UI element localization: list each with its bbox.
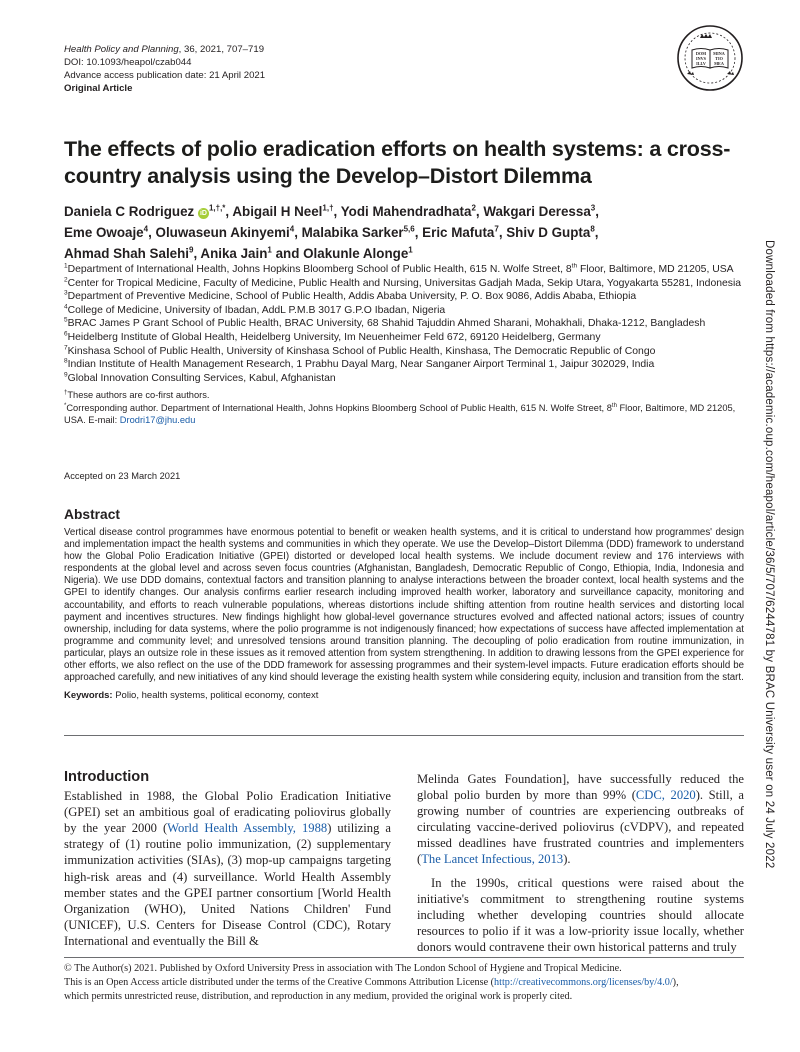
author-affiliation-marker: 9 — [189, 245, 194, 255]
affiliation — [64, 317, 754, 331]
author-affiliation-marker: 1 — [408, 245, 413, 255]
author-affiliation-marker: 1,†,* — [208, 203, 226, 213]
affiliation-number: 2 — [64, 276, 68, 284]
affiliation — [64, 290, 754, 304]
keywords-label: Keywords: — [64, 690, 113, 702]
affiliation-number: 8 — [64, 357, 68, 365]
author-name[interactable]: , Abigail H Neel — [225, 204, 323, 219]
body-text: Melinda Gates Foundation], have successfully reduced the global polio burden by more than 99% ( — [417, 772, 744, 803]
author-separator: , — [595, 204, 599, 219]
note-text: Corresponding author. Department of International Health, Johns Hopkins Bloomberg School of Public Health, 615 N. Wolfe Street, 8 — [66, 402, 612, 413]
affiliation-text: Global Innovation Consulting Services, Kabul, Afghanistan — [67, 372, 336, 384]
affiliation-number: 5 — [64, 316, 68, 324]
introduction-heading: Introduction — [64, 769, 150, 785]
author-name[interactable]: Ahmad Shah Salehi — [64, 246, 190, 261]
co-first-note — [64, 389, 754, 401]
copyright-line: © The Author(s) 2021. Published by Oxford University Press in association with The London School of Hygiene and Tropical Medicine. — [64, 963, 622, 974]
doi[interactable]: DOI: 10.1093/heapol/czab044 — [64, 57, 192, 68]
note-marker: † — [64, 390, 68, 397]
abstract-divider — [64, 735, 744, 736]
affiliation — [64, 304, 754, 318]
corresponding-author-note — [64, 402, 754, 427]
author-affiliation-marker: 1 — [267, 245, 272, 255]
reuse-line: which permits unrestricted reuse, distribution, and reproduction in any medium, provided the original work is properly cited. — [64, 991, 573, 1002]
affiliation-number: 7 — [64, 344, 68, 352]
journal-header — [64, 43, 265, 95]
body-text: Established in 1988, the Global Polio Eradication Initiative (GPEI) set an ambitious goal of eradicating poliovirus globally by the year 2000 ( — [64, 789, 391, 836]
footer-divider — [64, 957, 744, 958]
author-name[interactable]: , Yodi Mahendradhata — [333, 204, 472, 219]
author-affiliation-marker: 4 — [289, 224, 295, 234]
author-notes — [64, 389, 754, 426]
affiliation — [64, 358, 754, 372]
abstract-heading: Abstract — [64, 507, 120, 522]
seal-motto-word: TIO — [715, 56, 723, 61]
author-list — [64, 201, 744, 264]
citation-link[interactable]: World Health Assembly, 1988 — [167, 821, 328, 836]
seal-motto-word: DOM — [695, 51, 707, 56]
affiliation-text: Department of Preventive Medicine, School of Public Health, Addis Ababa University, P. O. Box 9086, Addis Ababa, Ethiopia — [67, 291, 637, 303]
author-affiliation-marker: 5,6 — [403, 224, 415, 234]
author-name[interactable]: , Oluwaseun Akinyemi — [148, 225, 290, 240]
ordinal-suffix: th — [611, 402, 617, 409]
affiliation-text: Heidelberg Institute of Global Health, Heidelberg University, Im Neuenheimer Feld 672, 69120 Heidelberg, Germany — [67, 331, 601, 343]
seal-motto-word: ILLV — [696, 61, 706, 66]
body-paragraph — [64, 788, 391, 949]
author-affiliation-marker: 4 — [143, 224, 149, 234]
affiliation-number: 3 — [64, 289, 68, 297]
seal-motto-word: INVS — [695, 56, 707, 61]
body-text: ). Still, a growing number of countries are experiencing outbreaks of circulating vaccine-derived poliovirus (cVDPV), and repeated missed deadlines have frustrated countries and implementers ( — [417, 788, 744, 867]
author-line — [64, 243, 744, 264]
accepted-date: Accepted on 23 March 2021 — [64, 471, 181, 481]
abstract-text: Vertical disease control programmes have enormous potential to benefit or weaken health systems, and it is critical to understand how programmes' design and implementation impact the health systems and communities in which they operate. We use the Develop–Distort Dilemma (DDD) framework to understand how the Global Polio Eradication Initiative (GPEI) distorted or developed local health systems. We include document review and 176 interviews with respondents at the global level and across seven focus countries (Afghanistan, Bangladesh, Democratic Republic of Congo, Ethiopia, India, Indonesia and Nigeria). We use DDD domains, contextual factors and transition planning to analyse interactions between the broader context, local health systems and the GPEI to identify changes. Our analysis confirms earlier research including improved health worker, laboratory and surveillance capacity, monitoring and accountability, and efforts to reach vulnerable populations, whereas distortions include shifting attention from routine health services and distorting local payment and incentives structures. New findings highlight how global-level governance structures evolved and affected national actors; issues of country ownership, including for data systems, where the polio programme is not indigenously financed; how expectations of success have affected implementation at programme and community level; and unresolved tensions around transition planning. The decoupling of polio eradication from routine immunization, in particular, plays an outsize role in these issues as it removed attention from system strengthening. In addition to drawing lessons from the GPEI experience for other efforts, we also reflect on the use of the DDD framework for assessing programmes and their system-level impacts. Future eradication efforts should be approached carefully, and new initiatives of any kind should leverage the existing health system while considering equity, inclusion and transition from the start. — [64, 527, 744, 684]
body-text: ). — [563, 852, 571, 867]
author-name[interactable]: , Shiv D Gupta — [498, 225, 591, 240]
author-name[interactable]: , Anika Jain — [193, 246, 268, 261]
affiliation-number: 1 — [64, 262, 68, 270]
affiliation-text: College of Medicine, University of Ibadan, AddL P.M.B 3017 G.P.O Ibadan, Nigeria — [67, 304, 446, 316]
body-paragraph: In the 1990s, critical questions were raised about the initiative's commitment to strengthening routine systems including whether developing countries should allocate resources to polio if it was a low-priority issue locally, whether donors would contravene their own historical patterns and truly — [417, 875, 744, 954]
affiliation-text: Kinshasa School of Public Health, University of Kinshasa School of Public Health, Kinshasa, The Democratic Republic of Congo — [67, 345, 656, 357]
article-type: Original Article — [64, 83, 133, 94]
author-affiliation-marker: 8 — [590, 224, 595, 234]
email-link[interactable]: Drodri17@jhu.edu — [119, 414, 196, 425]
copyright-footer — [64, 962, 754, 1004]
seal-motto-word: MINA — [713, 51, 725, 56]
author-name[interactable]: Eme Owoaje — [64, 225, 144, 240]
affiliation-number: 6 — [64, 330, 68, 338]
citation-link[interactable]: CDC, 2020 — [635, 788, 696, 803]
author-affiliation-marker: 7 — [494, 224, 499, 234]
license-line — [64, 976, 754, 990]
affiliation-number: 4 — [64, 303, 68, 311]
advance-access-date: Advance access publication date: 21 April 2021 — [64, 70, 266, 81]
orcid-icon[interactable]: iD — [199, 210, 207, 217]
note-text: Floor, Baltimore, MD 21205, USA. E-mail: — [64, 402, 736, 425]
body-text: ) utilizing a strategy of (1) routine polio immunization, (2) supplementary immunization activities (SIAs), (3) mop-up campaigns targeting high-risk areas and (4) surveillance. World Health Assembly member states and the GPEI partner consortium [World Health Organization (WHO), United Nations Children' Fund (UNICEF), U.S. Centers for Disease Control (CDC), Rotary International and eventually the Bill & — [64, 821, 392, 948]
author-name[interactable]: , Eric Mafuta — [414, 225, 495, 240]
affiliation-text: Indian Institute of Health Management Research, 1 Prabhu Dayal Marg, Near Sanganer Airport Terminal 1, Jaipur 302029, India — [67, 359, 655, 371]
affiliation-text: BRAC James P Grant School of Public Health, BRAC University, 68 Shahid Tajuddin Ahmed Sharani, Mohakhali, Dhaka-1212, Bangladesh — [67, 318, 706, 330]
affiliation-text: Center for Tropical Medicine, Faculty of Medicine, Public Health and Nursing, Universitas Gadjah Mada, Sekip Utara, Yogyakarta 55281, Indonesia — [67, 277, 742, 289]
author-name[interactable]: Daniela C Rodriguez — [64, 204, 195, 219]
affiliation-text: Department of International Health, Johns Hopkins Bloomberg School of Public Health, 615 N. Wolfe Street, 8 — [67, 264, 572, 275]
license-link[interactable]: http://creativecommons.org/licenses/by/4.0/ — [494, 977, 673, 988]
abstract-section — [64, 507, 744, 701]
affiliation — [64, 263, 754, 277]
affiliation — [64, 277, 754, 291]
keywords-list: Polio, health systems, political economy, context — [112, 690, 319, 702]
article-title: The effects of polio eradication efforts on health systems: a cross-country analysis using the Develop–Distort Dilemma — [64, 137, 731, 188]
body-column-left — [64, 769, 391, 949]
affiliation-number: 9 — [64, 371, 68, 379]
author-line — [64, 222, 744, 243]
author-line — [64, 201, 744, 222]
author-affiliation-marker: 3 — [590, 203, 596, 213]
body-paragraph — [417, 771, 744, 868]
affiliation — [64, 372, 754, 386]
oxford-university-press-seal-icon — [676, 24, 744, 92]
author-name[interactable]: , Wakgari Deressa — [475, 204, 591, 219]
author-name[interactable]: , Malabika Sarker — [294, 225, 404, 240]
journal-name: Health Policy and Planning — [64, 44, 179, 55]
seal-motto-word: MEA — [714, 61, 724, 66]
affiliations — [64, 263, 754, 426]
body-column-right — [417, 771, 744, 955]
ordinal-suffix: th — [571, 262, 578, 270]
note-text: These authors are co-first authors. — [67, 390, 210, 401]
volume-info: , 36, 2021, 707–719 — [178, 44, 265, 55]
license-text: This is an Open Access article distributed under the terms of the Creative Commons Attribution License ( — [64, 977, 495, 988]
author-name[interactable]: and Olakunle Alonge — [271, 246, 409, 261]
author-separator: , — [594, 225, 599, 240]
license-text: ), — [672, 977, 679, 988]
affiliation — [64, 331, 754, 345]
keywords — [64, 690, 744, 701]
author-affiliation-marker: 1,† — [322, 203, 334, 213]
download-watermark: Downloaded from https://academic.oup.com/heapol/article/36/5/707/6244781 by BRAC University user on 24 July 2022 — [763, 240, 775, 869]
author-affiliation-marker: 2 — [471, 203, 476, 213]
note-marker: * — [64, 402, 67, 409]
affiliation — [64, 345, 754, 359]
citation-link[interactable]: The Lancet Infectious, 2013 — [421, 852, 564, 867]
affiliation-text: Floor, Baltimore, MD 21205, USA — [577, 264, 734, 275]
